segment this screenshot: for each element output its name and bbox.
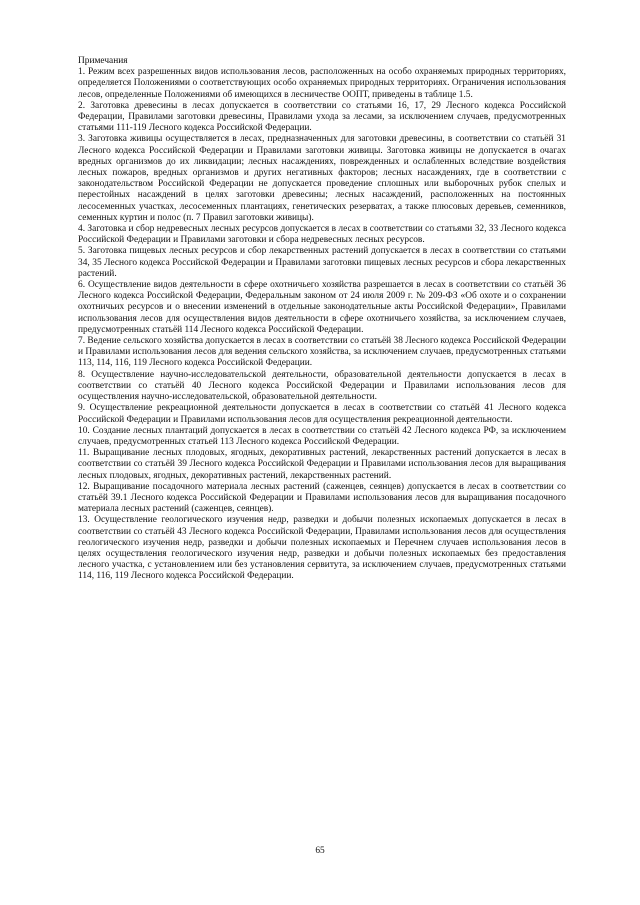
note-5: 5. Заготовка пищевых лесных ресурсов и сбор лекарственных растений допускается в лесах в соответствии со статьями 34, 35 Лесного кодекса Российской Федерации и Правилами заготовки пищевых лесных ресурсов и сбора лекарственных растений. (78, 246, 566, 279)
note-2: 2. Заготовка древесины в лесах допускается в соответствии со статьями 16, 17, 29 Лесного кодекса Российской Федерации, Правилами заготовки древесины, Правилами ухода за лесами, за исключением случаев, предусмотренных статьями 111-119 Лесного кодекса Российской Федерации. (78, 100, 566, 134)
note-3: 3. Заготовка живицы осуществляется в лесах, предназначенных для заготовки древесины, в соответствии со статьёй 31 Лесного кодекса Российской Федерации и Правилами заготовки живицы. Заготовка живицы не допускается в очагах вредных организмов до их ликвидации; лесных насаждениях, поврежденных и ослабленных вследствие воздействия лесных пожаров, вредных организмов и других негативных факторов; лесных насаждениях, где в соответствии с законодательством Российской Федерации не допускается проведение сплошных или выборочных рубок спелых и перестойных насаждений в целях заготовки древесины; лесных насаждений, расположенных на постоянных лесосеменных участках, лесосеменных плантациях, генетических резерватах, а также плюсовых деревьев, семенников, семенных куртин и полос (п. 7 Правил заготовки живицы). (78, 134, 566, 223)
note-7: 7. Ведение сельского хозяйства допускается в лесах в соответствии со статьёй 38 Лесного кодекса Российской Федерации и Правилами использования лесов для ведения сельского хозяйства, за исключением случаев, предусмотренных статьями 113, 114, 116, 119 Лесного кодекса Российской Федерации. (78, 336, 566, 369)
page-number: 65 (315, 846, 325, 856)
note-10: 10. Создание лесных плантаций допускается в лесах в соответствии со статьёй 42 Лесного кодекса РФ, за исключением случаев, предусмотренных статьей 113 Лесного кодекса Российской Федерации. (78, 425, 566, 447)
document-body (78, 56, 566, 583)
note-11: 11. Выращивание лесных плодовых, ягодных, декоративных растений, лекарственных растений допускается в лесах в соответствии со статьёй 39 Лесного кодекса Российской Федерации и Правилами использования лесов для выращивания лесных плодовых, ягодных, декоративных растений, лекарственных растений. (78, 448, 566, 481)
note-12: 12. Выращивание посадочного материала лесных растений (саженцев, сеянцев) допускается в лесах в соответствии со статьёй 39.1 Лесного кодекса Российской Федерации и Правилами использования лесов для выращивания посадочного материала лесных растений (саженцев, сеянцев). (78, 481, 566, 515)
note-4: 4. Заготовка и сбор недревесных лесных ресурсов допускается в лесах в соответствии со статьями 32, 33 Лесного кодекса Российской Федерации и Правилами заготовки и сбора недревесных лесных ресурсов. (78, 224, 566, 246)
notes-heading: Примечания (78, 56, 128, 66)
note-8: 8. Осуществление научно-исследовательской деятельности, образовательной деятельности допускается в лесах в соответствии со статьёй 40 Лесного кодекса Российской Федерации и Правилами использования лесов для осуществления научно-исследовательской, образовательной деятельности. (78, 369, 566, 403)
note-9: 9. Осуществление рекреационной деятельности допускается в лесах в соответствии со статьёй 41 Лесного кодекса Российской Федерации и Правилами использования лесов для осуществления рекреационной деятельности. (78, 403, 566, 425)
note-13: 13. Осуществление геологического изучения недр, разведки и добычи полезных ископаемых допускается в лесах в соответствии со статьёй 43 Лесного кодекса Российской Федерации, Правилами использования лесов для осуществления геологического изучения недр, разведки и добычи полезных ископаемых и Перечнем случаев использования лесов в целях осуществления геологического изучения недр, разведки и добычи полезных ископаемых без предоставления лесного участка, с установлением или без установления сервитута, за исключением случаев, предусмотренных статьями 114, 116, 119 Лесного кодекса Российской Федерации. (78, 515, 566, 582)
note-6: 6. Осуществление видов деятельности в сфере охотничьего хозяйства разрешается в лесах в соответствии со статьёй 36 Лесного кодекса Российской Федерации, Федеральным законом от 24 июля 2009 г. № 209-ФЗ «Об охоте и о сохранении охотничьих ресурсов и о внесении изменений в отдельные законодательные акты Российской Федерации», Правилами использования лесов для осуществления видов деятельности в сфере охотничьего хозяйства, за исключением случаев, предусмотренных статьёй 114 Лесного кодекса Российской Федерации. (78, 280, 566, 335)
note-1: 1. Режим всех разрешенных видов использования лесов, расположенных на особо охраняемых природных территориях, определяется Положениями о соответствующих особо охраняемых природных территориях. Ограничения использования лесов, определенные Положениями об имеющихся в лесничестве ООПТ, приведены в таблице 1.5. (78, 67, 566, 100)
